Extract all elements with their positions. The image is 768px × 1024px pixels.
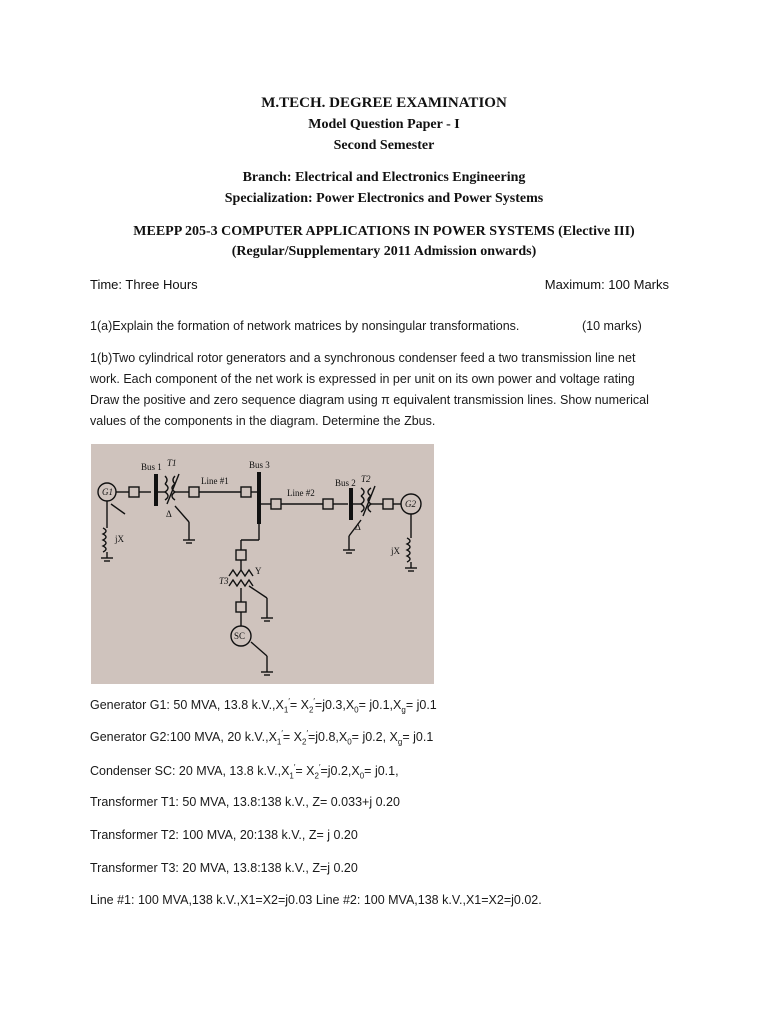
one-line-diagram: [91, 444, 434, 684]
spec-t1: Transformer T1: 50 MVA, 13.8:138 k.V., Z= 0.033+j 0.20: [90, 795, 400, 809]
paper-title: Model Question Paper - I: [308, 117, 460, 132]
g1-label: G1: [102, 487, 113, 497]
t2-label: T2: [361, 474, 371, 484]
admission-note: (Regular/Supplementary 2011 Admission onwards): [231, 244, 537, 259]
specialization: Specialization: Power Electronics and Power Systems: [224, 191, 544, 206]
exam-title: M.TECH. DEGREE EXAMINATION: [261, 95, 507, 111]
t1-label: T1: [167, 458, 177, 468]
semester: Second Semester: [333, 138, 435, 153]
t2-delta-label: Δ: [355, 522, 361, 532]
t1-delta-label: Δ: [166, 509, 172, 519]
line2-label: Line #2: [287, 488, 315, 498]
question-1b-line: work. Each component of the net work is expressed in per unit on its own power and voltage rating: [90, 372, 635, 386]
g2-label: G2: [405, 499, 416, 509]
course-title: MEEPP 205-3 COMPUTER APPLICATIONS IN POWER SYSTEMS (Elective III): [133, 224, 635, 239]
question-1a: 1(a)Explain the formation of network matrices by nonsingular transformations.: [90, 319, 520, 333]
question-1a-marks: (10 marks): [582, 319, 642, 333]
question-1b-line: Draw the positive and zero sequence diagram using π equivalent transmission lines. Show numerical: [90, 393, 649, 407]
bus3-label: Bus 3: [249, 460, 270, 470]
bus2-label: Bus 2: [335, 478, 356, 488]
question-1b-line: 1(b)Two cylindrical rotor generators and a synchronous condenser feed a two transmission line net: [90, 351, 636, 365]
one-line-diagram-svg: [91, 444, 434, 684]
spec-g2: Generator G2:100 MVA, 20 $k.V.,X_1'= X_2'=j0.8,X_0= j0.2$, $X_g= j0.1$: [90, 729, 434, 747]
spec-t2: Transformer T2: 100 MVA, 20:138 k.V., Z= j 0.20: [90, 828, 358, 842]
bus1-label: Bus 1: [141, 462, 162, 472]
g2-xg-label: jX: [391, 546, 400, 556]
g1-xg-label: jX: [115, 534, 124, 544]
spec-g1: Generator G1: 50 MVA, 13.8 $k.V.,X_1'= X_2'=j0.3,X_0= j0.1,X_g= j0.1$: [90, 697, 437, 715]
max-marks: Maximum: 100 Marks: [544, 277, 669, 292]
sc-label: SC: [234, 631, 246, 641]
question-1b: [90, 348, 649, 432]
t3-label: T3: [219, 576, 229, 586]
spec-lines: Line #1: 100 MVA,138 k.V.,X1=X2=j0.03 Line #2: 100 MVA,138 k.V.,X1=X2=j0.02.: [90, 893, 542, 907]
question-1b-line: values of the components in the diagram. Determine the Zbus.: [90, 414, 436, 428]
line1-label: Line #1: [201, 476, 229, 486]
spec-t3: Transformer T3: 20 MVA, 13.8:138 k.V., Z=j 0.20: [90, 861, 358, 875]
branch: Branch: Electrical and Electronics Engineering: [242, 170, 526, 185]
t3-y-label: Y: [255, 566, 262, 576]
exam-time: Time: Three Hours: [90, 277, 198, 292]
spec-sc: Condenser SC: 20 MVA, 13.8 $k.V.,X_1'= X_2'=j0.2,X_0= j0.1$,: [90, 763, 399, 781]
